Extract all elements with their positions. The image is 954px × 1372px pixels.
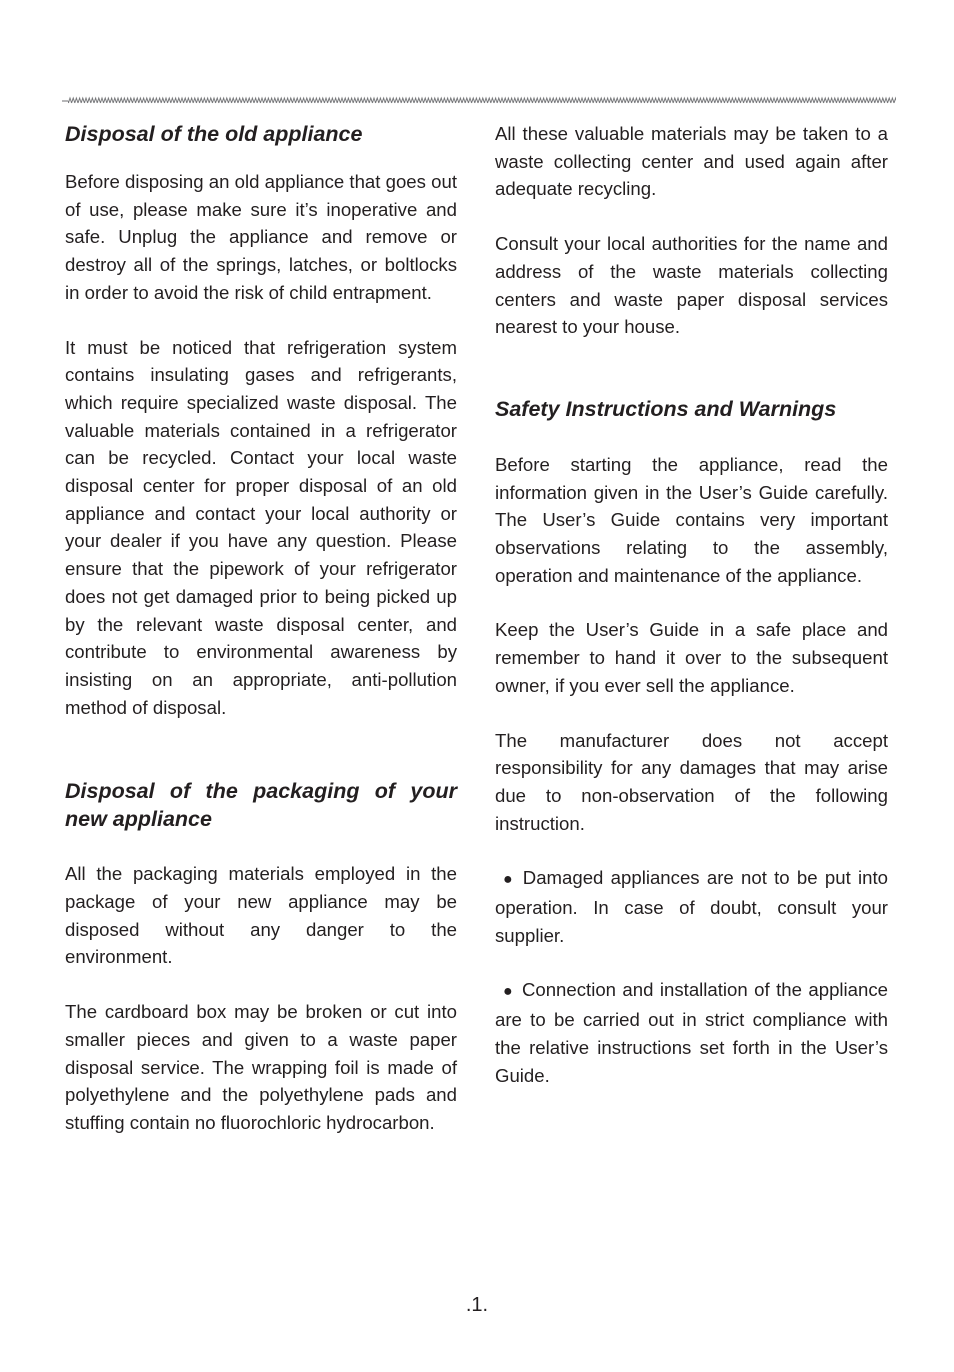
paragraph: Consult your local authorities for the name and address of the waste materials collecting centers and waste paper disposal services nearest to your house. <box>495 233 888 338</box>
paragraph: The manufacturer does not accept responsibility for any damages that may arise due to non-observation of the following instruction. <box>495 729 888 834</box>
page-number: .1. <box>465 1294 489 1316</box>
heading-disposal-packaging: Disposal of the packaging of your new appliance <box>65 779 457 832</box>
paragraph: It must be noticed that refrigeration system contains insulating gases and refrigerants, which require specialized waste disposal. The valuable materials contained in a refrigerator can be recycled. Contact your local waste disposal center for proper disposal of an old appliance and contact your local authority or your dealer if you have any question. Please ensure that the pipework of your refrigerator does not get damaged prior to being picked up by the relevant waste disposal center, and contribute to environmental awareness by insisting on an appropriate, anti-pollution method of disposal. <box>65 336 457 718</box>
left-column <box>65 120 457 1137</box>
right-column <box>495 120 888 1089</box>
paragraph: All the packaging materials employed in the package of your new appliance may be disposed without any danger to the environment. <box>65 863 457 968</box>
paragraph: All these valuable materials may be taken to a waste collecting center and used again after adequate recycling. <box>495 123 888 200</box>
paragraph: The cardboard box may be broken or cut into smaller pieces and given to a waste paper disposal service. The wrapping foil is made of polyethylene and the polyethylene pads and stuffing contain no fluorochloric hydrocarbon. <box>65 1001 457 1133</box>
heading-safety-instructions: Safety Instructions and Warnings <box>495 396 837 421</box>
bullet-item: ● Connection and installation of the appliance are to be carried out in strict compliance with the relative instructions set forth in the User’s Guide. <box>495 976 888 1089</box>
paragraph: Keep the User’s Guide in a safe place and remember to hand it over to the subsequent owner, if you ever sell the appliance. <box>495 619 888 696</box>
paragraph: Before starting the appliance, read the information given in the User’s Guide carefully. The User’s Guide contains very important observations relating to the assembly, operation and maintenance of the appliance. <box>495 453 888 586</box>
bullet-item: ● Damaged appliances are not to be put into operation. In case of doubt, consult your supplier. <box>495 864 888 949</box>
heading-disposal-old-appliance: Disposal of the old appliance <box>65 122 363 146</box>
decorative-zigzag-rule <box>62 96 896 106</box>
paragraph: Before disposing an old appliance that goes out of use, please make sure it’s inoperative and safe. Unplug the appliance and remove or destroy all of the springs, latches, or boltlocks in order to avoid the risk of child entrapment. <box>65 171 457 303</box>
